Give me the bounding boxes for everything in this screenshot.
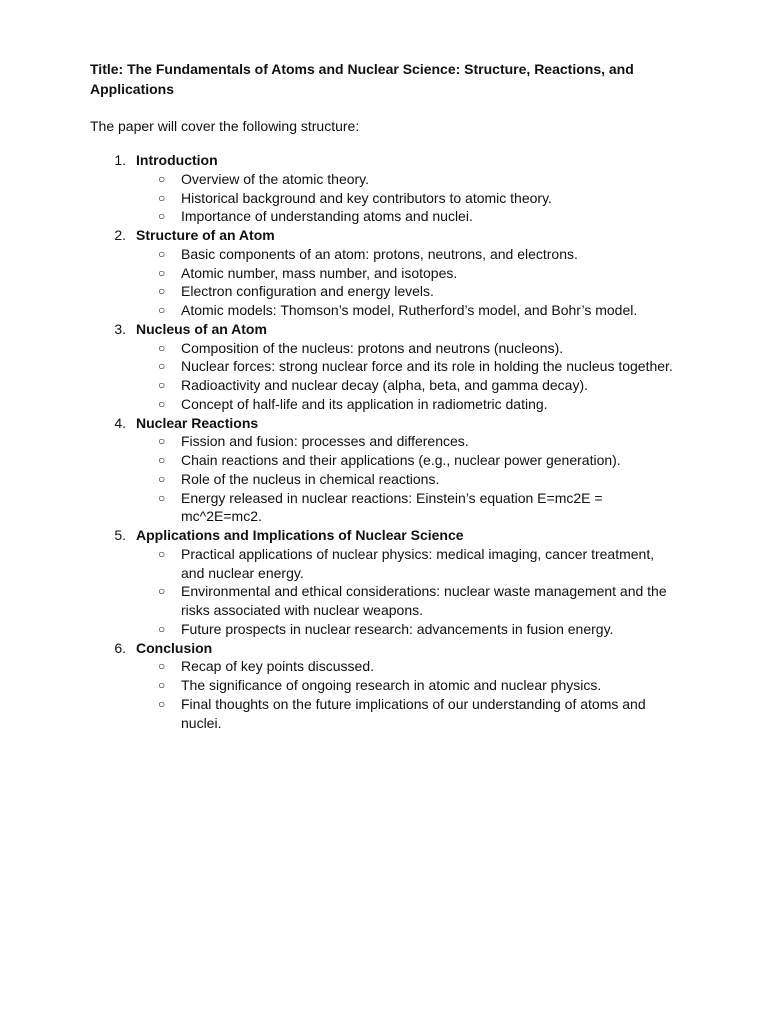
section-heading bbox=[0, 320, 768, 339]
hollow-circle-bullet-icon: ○ bbox=[158, 678, 166, 692]
subpoint-text: Role of the nucleus in chemical reactions. bbox=[181, 470, 440, 487]
section-title: Structure of an Atom bbox=[136, 227, 275, 243]
section-heading bbox=[0, 151, 768, 170]
hollow-circle-bullet-icon: ○ bbox=[158, 265, 166, 280]
subpoint-text: Importance of understanding atoms and nuclei. bbox=[181, 208, 473, 225]
section-title: Nuclear Reactions bbox=[136, 414, 259, 431]
subpoint-text: The significance of ongoing research in atomic and nuclear physics. bbox=[181, 677, 602, 693]
subpoint-text: Composition of the nucleus: protons and neutrons (nucleons). bbox=[181, 339, 564, 356]
hollow-circle-bullet-icon: ○ bbox=[158, 340, 166, 355]
subpoint-text: Nuclear forces: strong nuclear force and its role in holding the nucleus together. bbox=[181, 358, 673, 375]
subpoint-item bbox=[0, 282, 676, 301]
section-number: 1. bbox=[114, 152, 126, 168]
hollow-circle-bullet-icon: ○ bbox=[158, 659, 166, 674]
section-heading bbox=[0, 414, 768, 433]
subpoint-text: Chain reactions and their applications (e.g., nuclear power generation). bbox=[181, 452, 621, 468]
section-title: Conclusion bbox=[136, 639, 213, 656]
section-number: 3. bbox=[114, 320, 126, 337]
section-title: Applications and Implications of Nuclear Science bbox=[136, 527, 464, 543]
hollow-circle-bullet-icon: ○ bbox=[158, 453, 166, 467]
subpoint-item bbox=[0, 545, 676, 583]
section-heading bbox=[0, 526, 768, 545]
hollow-circle-bullet-icon: ○ bbox=[158, 696, 166, 711]
hollow-circle-bullet-icon: ○ bbox=[158, 396, 166, 411]
subpoint-text: Concept of half-life and its application in radiometric dating. bbox=[181, 395, 548, 412]
hollow-circle-bullet-icon: ○ bbox=[158, 284, 166, 299]
subpoint-item bbox=[0, 582, 676, 620]
hollow-circle-bullet-icon: ○ bbox=[158, 246, 166, 261]
hollow-circle-bullet-icon: ○ bbox=[158, 434, 166, 449]
subpoint-text: Atomic models: Thomson’s model, Rutherford’s model, and Bohr’s model. bbox=[181, 302, 638, 318]
section-heading bbox=[0, 226, 768, 245]
subpoint-item bbox=[0, 395, 676, 414]
hollow-circle-bullet-icon: ○ bbox=[158, 190, 166, 205]
hollow-circle-bullet-icon: ○ bbox=[158, 471, 166, 486]
document-title: Title: The Fundamentals of Atoms and Nuclear Science: Structure, Reactions, and Applications bbox=[90, 61, 634, 97]
subpoint-item bbox=[0, 357, 676, 376]
subpoint-list bbox=[0, 657, 768, 732]
subpoint-text: Fission and fusion: processes and differences. bbox=[181, 433, 469, 450]
subpoint-item bbox=[0, 245, 676, 264]
subpoint-item bbox=[0, 170, 676, 189]
subpoint-text: Practical applications of nuclear physics: medical imaging, cancer treatment, and nuclear energy. bbox=[181, 545, 655, 581]
outline-section bbox=[0, 414, 768, 527]
subpoint-text: Atomic number, mass number, and isotopes. bbox=[181, 264, 458, 281]
outline-section bbox=[0, 151, 768, 226]
subpoint-item bbox=[0, 620, 676, 639]
subpoint-item bbox=[0, 189, 676, 208]
subpoint-item bbox=[0, 264, 676, 283]
hollow-circle-bullet-icon: ○ bbox=[158, 171, 166, 186]
outline-section bbox=[0, 526, 768, 639]
hollow-circle-bullet-icon: ○ bbox=[158, 209, 166, 224]
subpoint-item bbox=[0, 470, 676, 489]
subpoint-text: Final thoughts on the future implications of our understanding of atoms and nuclei. bbox=[181, 695, 646, 731]
subpoint-item bbox=[0, 676, 676, 695]
section-heading bbox=[0, 639, 768, 658]
hollow-circle-bullet-icon: ○ bbox=[158, 546, 166, 561]
hollow-circle-bullet-icon: ○ bbox=[158, 378, 166, 392]
hollow-circle-bullet-icon: ○ bbox=[158, 490, 166, 505]
hollow-circle-bullet-icon: ○ bbox=[158, 621, 166, 636]
section-number: 4. bbox=[114, 414, 126, 431]
subpoint-list bbox=[0, 339, 768, 414]
subpoint-text: Electron configuration and energy levels. bbox=[181, 283, 434, 300]
subpoint-list bbox=[0, 170, 768, 226]
hollow-circle-bullet-icon: ○ bbox=[158, 359, 166, 374]
subpoint-item bbox=[0, 339, 676, 358]
intro-text: The paper will cover the following structure: bbox=[90, 118, 360, 134]
subpoint-text: Radioactivity and nuclear decay (alpha, beta, and gamma decay). bbox=[181, 377, 589, 393]
subpoint-text: Environmental and ethical considerations: nuclear waste management and the risks associated with nuclear weapons. bbox=[181, 583, 667, 618]
subpoint-list bbox=[0, 245, 768, 320]
subpoint-list bbox=[0, 545, 768, 639]
subpoint-item bbox=[0, 695, 676, 733]
hollow-circle-bullet-icon: ○ bbox=[158, 303, 166, 317]
subpoint-item bbox=[0, 657, 676, 676]
subpoint-item bbox=[0, 376, 676, 395]
outline-section bbox=[0, 226, 768, 320]
subpoint-text: Overview of the atomic theory. bbox=[181, 170, 370, 187]
outline-section bbox=[0, 639, 768, 733]
subpoint-text: Basic components of an atom: protons, neutrons, and electrons. bbox=[181, 245, 578, 262]
section-number: 2. bbox=[114, 227, 126, 243]
subpoint-text: Future prospects in nuclear research: advancements in fusion energy. bbox=[181, 620, 614, 637]
subpoint-item bbox=[0, 489, 676, 527]
outline-section bbox=[0, 320, 768, 414]
subpoint-text: Recap of key points discussed. bbox=[181, 658, 374, 675]
subpoint-text: Energy released in nuclear reactions: Einstein’s equation E=mc2E = mc^2E=mc2. bbox=[181, 489, 603, 525]
subpoint-text: Historical background and key contributors to atomic theory. bbox=[181, 189, 552, 206]
subpoint-list bbox=[0, 432, 768, 526]
section-title: Introduction bbox=[136, 152, 218, 168]
hollow-circle-bullet-icon: ○ bbox=[158, 584, 166, 599]
section-number: 6. bbox=[114, 639, 126, 656]
subpoint-item bbox=[0, 301, 676, 320]
section-number: 5. bbox=[114, 527, 126, 543]
subpoint-item bbox=[0, 207, 676, 226]
subpoint-item bbox=[0, 451, 676, 470]
section-title: Nucleus of an Atom bbox=[136, 320, 267, 337]
subpoint-item bbox=[0, 432, 676, 451]
outline-list bbox=[0, 151, 768, 732]
